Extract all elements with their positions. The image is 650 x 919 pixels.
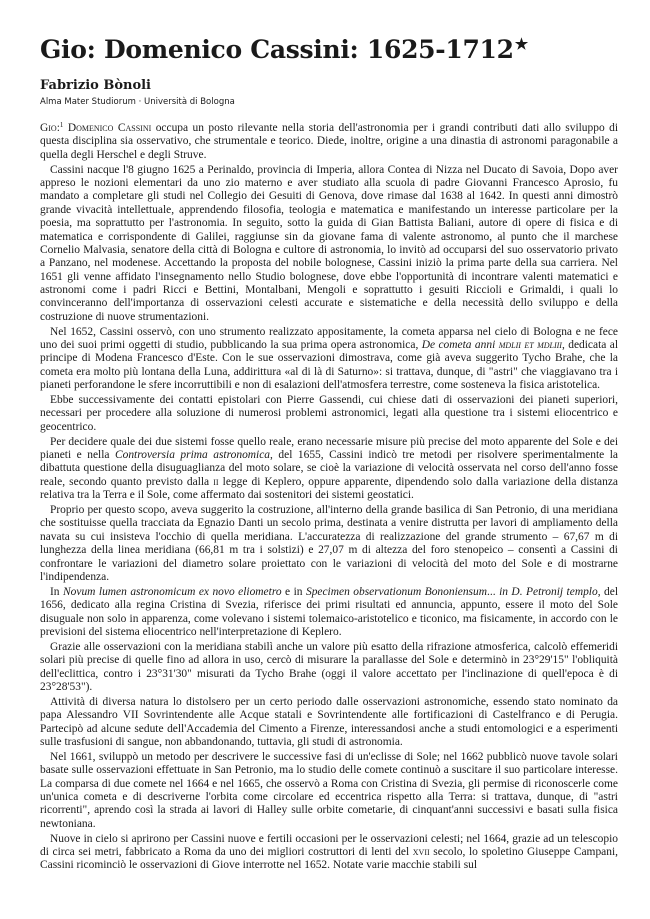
- article-page: [40, 28, 618, 874]
- footnote-marker: 1: [59, 121, 64, 129]
- title-text: Gio: Domenico Cassini: 1625-1712: [40, 35, 514, 64]
- title-footnote-mark: ★: [514, 35, 528, 53]
- body-paragraph: [40, 119, 618, 162]
- paragraph-text: , del 1655, Cassini indicò tre metodi per risolvere sperimentalmente la dibattuta questione della disuguaglianza del moto solare, se cioè la variazione di velocità osservata nel corso dell'anno fosse reale, secondo quanto previsto dalla: [40, 449, 618, 488]
- paragraph-text: Novum lumen astronomicum ex novo eliometro: [63, 585, 282, 598]
- paragraph-text: ...: [487, 585, 500, 598]
- paragraph-text: Nel 1652, Cassini osservò, con uno strumento realizzato appositamente, la cometa apparsa nel cielo di Bologna e ne fece uno dei suoi primi oggetti di studio, pubblicando la sua prima opera astronomica,: [40, 325, 618, 351]
- body-paragraph: [40, 504, 618, 584]
- paragraph-text: occupa un posto rilevante nella storia dell'astronomia per i grandi contributi dati allo sviluppo di questa disciplina sia osservativo, che strumentale e teorico. Diede, inoltre, origine a una dinastia di astronomi paragonabile a quella degli Herschel e degli Struve.: [40, 122, 619, 161]
- paragraph-text: In: [50, 585, 64, 598]
- paragraph-text: ii: [213, 475, 219, 488]
- body-paragraph: [40, 436, 618, 503]
- paragraph-text: in D. Petronij templo: [499, 585, 598, 598]
- paragraph-text: Per decidere quale dei due sistemi fosse quello reale, erano necessarie misure più precise del moto apparente del Sole e dei pianeti e nella: [40, 435, 618, 461]
- paragraph-text: Ebbe successivamente dei contatti epistolari con Pierre Gassendi, cui chiese dati di osservazioni dei pianeti superiori, necessari per procedere alla soluzione di numerosi problemi astronomici, legati alla questione tra i sistemi eliocentrico e geocentrico.: [40, 394, 618, 433]
- body-paragraph: [40, 641, 618, 695]
- paragraph-text: e in: [281, 585, 306, 598]
- paragraph-text: Grazie alle osservazioni con la meridiana stabilì anche un valore più esatto della rifrazione atmosferica, calcolò effemeridi solari più precise di quelle fino ad allora in uso, cercò di misurare la parallasse del Sole e determinò in 23°29'15" l'obliquità dell'eclittica, contro i 23°31'30" misurati da Tycho Brahe (oggi il valore accettato per l'inclinazione di quell'epoca è di 23°28'53").: [40, 640, 618, 693]
- paragraph-text: Cassini nacque l'8 giugno 1625 a Perinaldo, provincia di Imperia, allora Contea di Nizza nel Ducato di Savoia, Dopo aver appreso le nozioni elementari da uno zio materno e aver studiato alla scuola di padre Giovanni Francesco Aprosio, fu mandato a completare gli studi nel Collegio dei Gesuiti di Genova, dove rimase dal 1638 al 1642. In questi anni dimostrò grande vivacità intellettuale, apprendendo filosofia, teologia e matematica e manifestando un interesse particolare per la poesia, ma soprattutto per l'astronomia. In seguito, sotto la guida di Gian Battista Baliani, autore di opere di fisica e di matematica e corrispondente di Galilei, raggiunse sin da giovane fama di valente astronomo, al punto che il marchese Cornelio Malvasia, senatore della città di Bologna e cultore di astronomia, lo invitò ad occuparsi del suo osservatorio privato a Panzano, nel modenese. Accettando la proposta del nobile bolognese, Cassini iniziò la prima parte della sua carriera. Nel 1651 gli venne affidato l'insegnamento nello Studio bolognese, dove ebbe l'opportunità di incontrare valenti matematici e astronomi come i padri Ricci e Bettini, Montalbani, Mengoli e soprattutto i gesuiti Riccioli e Grimaldi, i quali lo convinceranno dell'importanza di osservazioni celesti accurate e sistematiche e della necessità dello sviluppo e della costruzione di nuove strumentazioni.: [40, 163, 618, 323]
- author-affiliation: Alma Mater Studiorum · Università di Bologna: [40, 97, 235, 107]
- body-paragraph: [40, 751, 618, 831]
- paragraph-text: Proprio per questo scopo, aveva suggerito la costruzione, all'interno della grande basilica di San Petronio, di una meridiana che sostituisse quella tracciata da Egnazio Danti un secolo prima, destinata a venire distrutta per lavori di ampliamento della navata su cui insisteva l'occhio di quella meridiana. L'accuratezza di realizzazione del grande strumento – 67,67 m di lunghezza della linea meridiana (66,81 m tra i solstizi) e 27,07 m di altezza del foro stenopeico – consentì a Cassini di confrontare le variazioni del diametro solare proiettato con le variazioni di velocità del moto del Sole e di mostrarne l'indipendenza.: [40, 504, 618, 583]
- paragraph-text: Specimen observationum Bononiensum: [305, 585, 487, 598]
- paragraph-text: Domenico Cassini: [67, 122, 152, 134]
- paragraph-text: De cometa anni: [421, 339, 499, 351]
- paragraph-text: , dedicata al principe di Modena Francesco d'Este. Con le sue osservazioni dimostrava, come già aveva suggerito Tycho Brahe, che la cometa era molto più lontana della Luna, addirittura «al di là di Saturno»: si trattava, dunque, di "astri" che viaggiavano tra i pianeti perforandone le sfere incorruttibili e non di esalazioni dell'atmosfera terrestre, come sosteneva la fisica aristotelica.: [40, 339, 619, 392]
- paragraph-text: mdlii et mdliii: [498, 339, 562, 351]
- paragraph-text: Gio:: [40, 122, 60, 134]
- body-paragraph: [40, 833, 618, 873]
- paragraph-text: legge di Keplero, oppure apparente, dipendendo solo dalla variazione della distanza relativa tra la Terra e il Sole, come affermato dai sostenitori dei sistemi geostatici.: [40, 475, 618, 502]
- paragraph-text: , del 1656, dedicato alla regina Cristina di Svezia, riferisce dei primi risultati ed annuncia, appunto, essere il moto del Sole disuguale non solo in apparenza, come volevano i sistemi tolemaico-aristotelico e ticonico, ma fisicamente, in accordo con le previsioni del sistema eliocentrico nell'interpretazione di Keplero.: [40, 585, 619, 638]
- paragraph-text: xvii: [412, 845, 430, 858]
- paragraph-text: Nel 1661, sviluppò un metodo per descrivere le successive fasi di un'eclisse di Sole; nel 1662 pubblicò nuove tavole solari basate sulle osservazioni effettuate in San Petronio, ma lo studio delle comete continuò a suscitare il suo particolare interesse. La comparsa di due comete nel 1664 e nel 1665, che osservò a Roma con Cristina di Svezia, gli permise di riconoscerle come un'unica cometa e di descriverne l'orbita come circolare ed eccentrica rispetto alla Terra: si trattava, dunque, di "astri ricorrenti", aprendo così la strada ai lavori di Halley sulle orbite cometarie, di cinquant'anni successivi e basati sulla fisica newtoniana.: [40, 750, 618, 830]
- article-body: [40, 119, 618, 873]
- author-name: Fabrizio Bònoli: [40, 78, 151, 93]
- paragraph-text: Nuove in cielo si aprirono per Cassini nuove e fertili occasioni per le osservazioni celesti; nel 1664, grazie ad un telescopio di circa sei metri, fabbricato a Roma da uno dei migliori costruttori di lenti del: [40, 832, 618, 858]
- paragraph-text: secolo, lo spoletino Giuseppe Campani, Cassini ricominciò le osservazioni di Giove interrotte nel 1652. Notate varie macchie stabili sul: [40, 845, 619, 872]
- body-paragraph: [40, 696, 618, 750]
- body-paragraph: [40, 394, 618, 434]
- article-title: [40, 28, 618, 66]
- body-paragraph: [40, 326, 618, 393]
- paragraph-text: Controversia prima astronomica: [114, 449, 271, 461]
- paragraph-text: Attività di diversa natura lo distolsero per un certo periodo dalle osservazioni astronomiche, essendo stato nominato da papa Alessandro VII Sovrintendente alle Acque statali e Sovrintendente alle fortificazioni di Castelfranco e di Perugia. Partecipò ad alcune sedute dell'Accademia del Cimento a Firenze, interessandosi anche a studi entomologici e a esperimenti sulle trasfusioni di sangue, non abbandonando, tuttavia, gli studi di astronomia.: [40, 695, 618, 748]
- body-paragraph: [40, 586, 618, 640]
- body-paragraph: [40, 164, 618, 325]
